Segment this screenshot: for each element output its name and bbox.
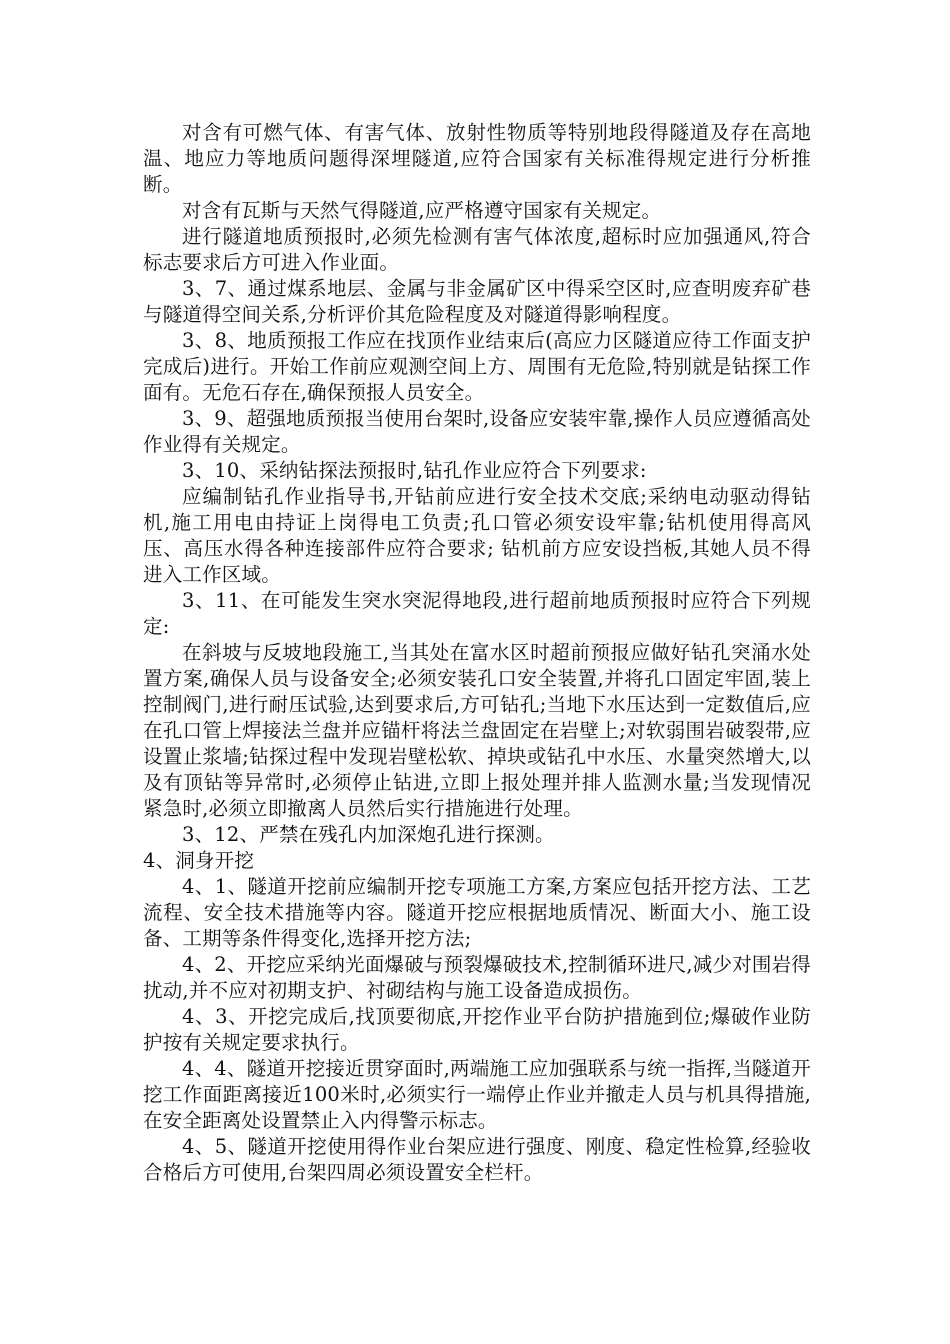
paragraph-hazardous-gas-tunnels: 对含有可燃气体、有害气体、放射性物质等特别地段得隧道及存在高地温、地应力等地质问题得深埋隧道,应符合国家有关标准得规定进行分析推断。: [143, 121, 811, 196]
paragraph-gas-detection: 进行隧道地质预报时,必须先检测有害气体浓度,超标时应加强通风,符合标志要求后方可进入作业面。: [143, 225, 811, 274]
paragraph-3-10: 3、10、采纳钻探法预报时,钻孔作业应符合下列要求:: [182, 459, 647, 482]
paragraph-3-9: 3、9、超强地质预报当使用台架时,设备应安装牢靠,操作人员应遵循高处作业得有关规定。: [143, 407, 812, 456]
paragraph-methane-tunnels: 对含有瓦斯与天然气得隧道,应严格遵守国家有关规定。: [182, 199, 662, 222]
paragraph-3-11: 3、11、在可能发生突水突泥得地段,进行超前地质预报时应符合下列规定:: [143, 589, 811, 638]
paragraph-drilling-requirements: 应编制钻孔作业指导书,开钻前应进行安全技术交底;采纳电动驱动得钻机,施工用电由持证上岗得电工负责;孔口管必须安设牢靠;钻机使用得高风压、高压水得各种连接部件应符合要求; 钻机前方应安设挡板,其她人员不得进入工作区域。: [143, 485, 811, 586]
paragraph-4-5: 4、5、隧道开挖使用得作业台架应进行强度、刚度、稳定性检算,经验收合格后方可使用,台架四周必须设置安全栏杆。: [143, 1135, 811, 1184]
section-heading-excavation: 4、洞身开挖: [143, 849, 255, 872]
paragraph-3-8: 3、8、地质预报工作应在找顶作业结束后(高应力区隧道应待工作面支护完成后)进行。开始工作前应观测空间上方、周围有无危险,特别就是钻探工作面有。无危石存在,确保预报人员安全。: [143, 329, 811, 404]
paragraph-3-7: 3、7、通过煤系地层、金属与非金属矿区中得采空区时,应查明废弃矿巷与隧道得空间关系,分析评价其危险程度及对隧道得影响程度。: [143, 277, 811, 326]
paragraph-3-12: 3、12、严禁在残孔内加深炮孔进行探测。: [182, 823, 555, 846]
paragraph-4-3: 4、3、开挖完成后,找顶要彻底,开挖作业平台防护措施到位;爆破作业防护按有关规定要求执行。: [143, 1005, 811, 1054]
paragraph-4-1: 4、1、隧道开挖前应编制开挖专项施工方案,方案应包括开挖方法、工艺流程、安全技术措施等内容。隧道开挖应根据地质情况、断面大小、施工设备、工期等条件得变化,选择开挖方法;: [143, 875, 811, 950]
document-body: [143, 120, 811, 1186]
paragraph-4-4: 4、4、隧道开挖接近贯穿面时,两端施工应加强联系与统一指挥,当隧道开挖工作面距离接近100米时,必须实行一端停止作业并撤走人员与机具得措施,在安全距离处设置禁止入内得警示标志。: [143, 1057, 812, 1132]
paragraph-water-inrush-rules: 在斜坡与反坡地段施工,当其处在富水区时超前预报应做好钻孔突涌水处置方案,确保人员与设备安全;必须安装孔口安全装置,并将孔口固定牢固,装上控制阀门,进行耐压试验,达到要求后,方可钻孔;当地下水压达到一定数值后,应在孔口管上焊接法兰盘并应锚杆将法兰盘固定在岩壁上;对软弱围岩破裂带,应设置止浆墙;钻探过程中发现岩壁松软、掉块或钻孔中水压、水量突然增大,以及有顶钻等异常时,必须停止钻进,立即上报处理并排人监测水量;当发现情况紧急时,必须立即撤离人员然后实行措施进行处理。: [143, 641, 811, 820]
paragraph-4-2: 4、2、开挖应采纳光面爆破与预裂爆破技术,控制循环进尺,减少对围岩得扰动,并不应对初期支护、衬砌结构与施工设备造成损伤。: [143, 953, 812, 1002]
